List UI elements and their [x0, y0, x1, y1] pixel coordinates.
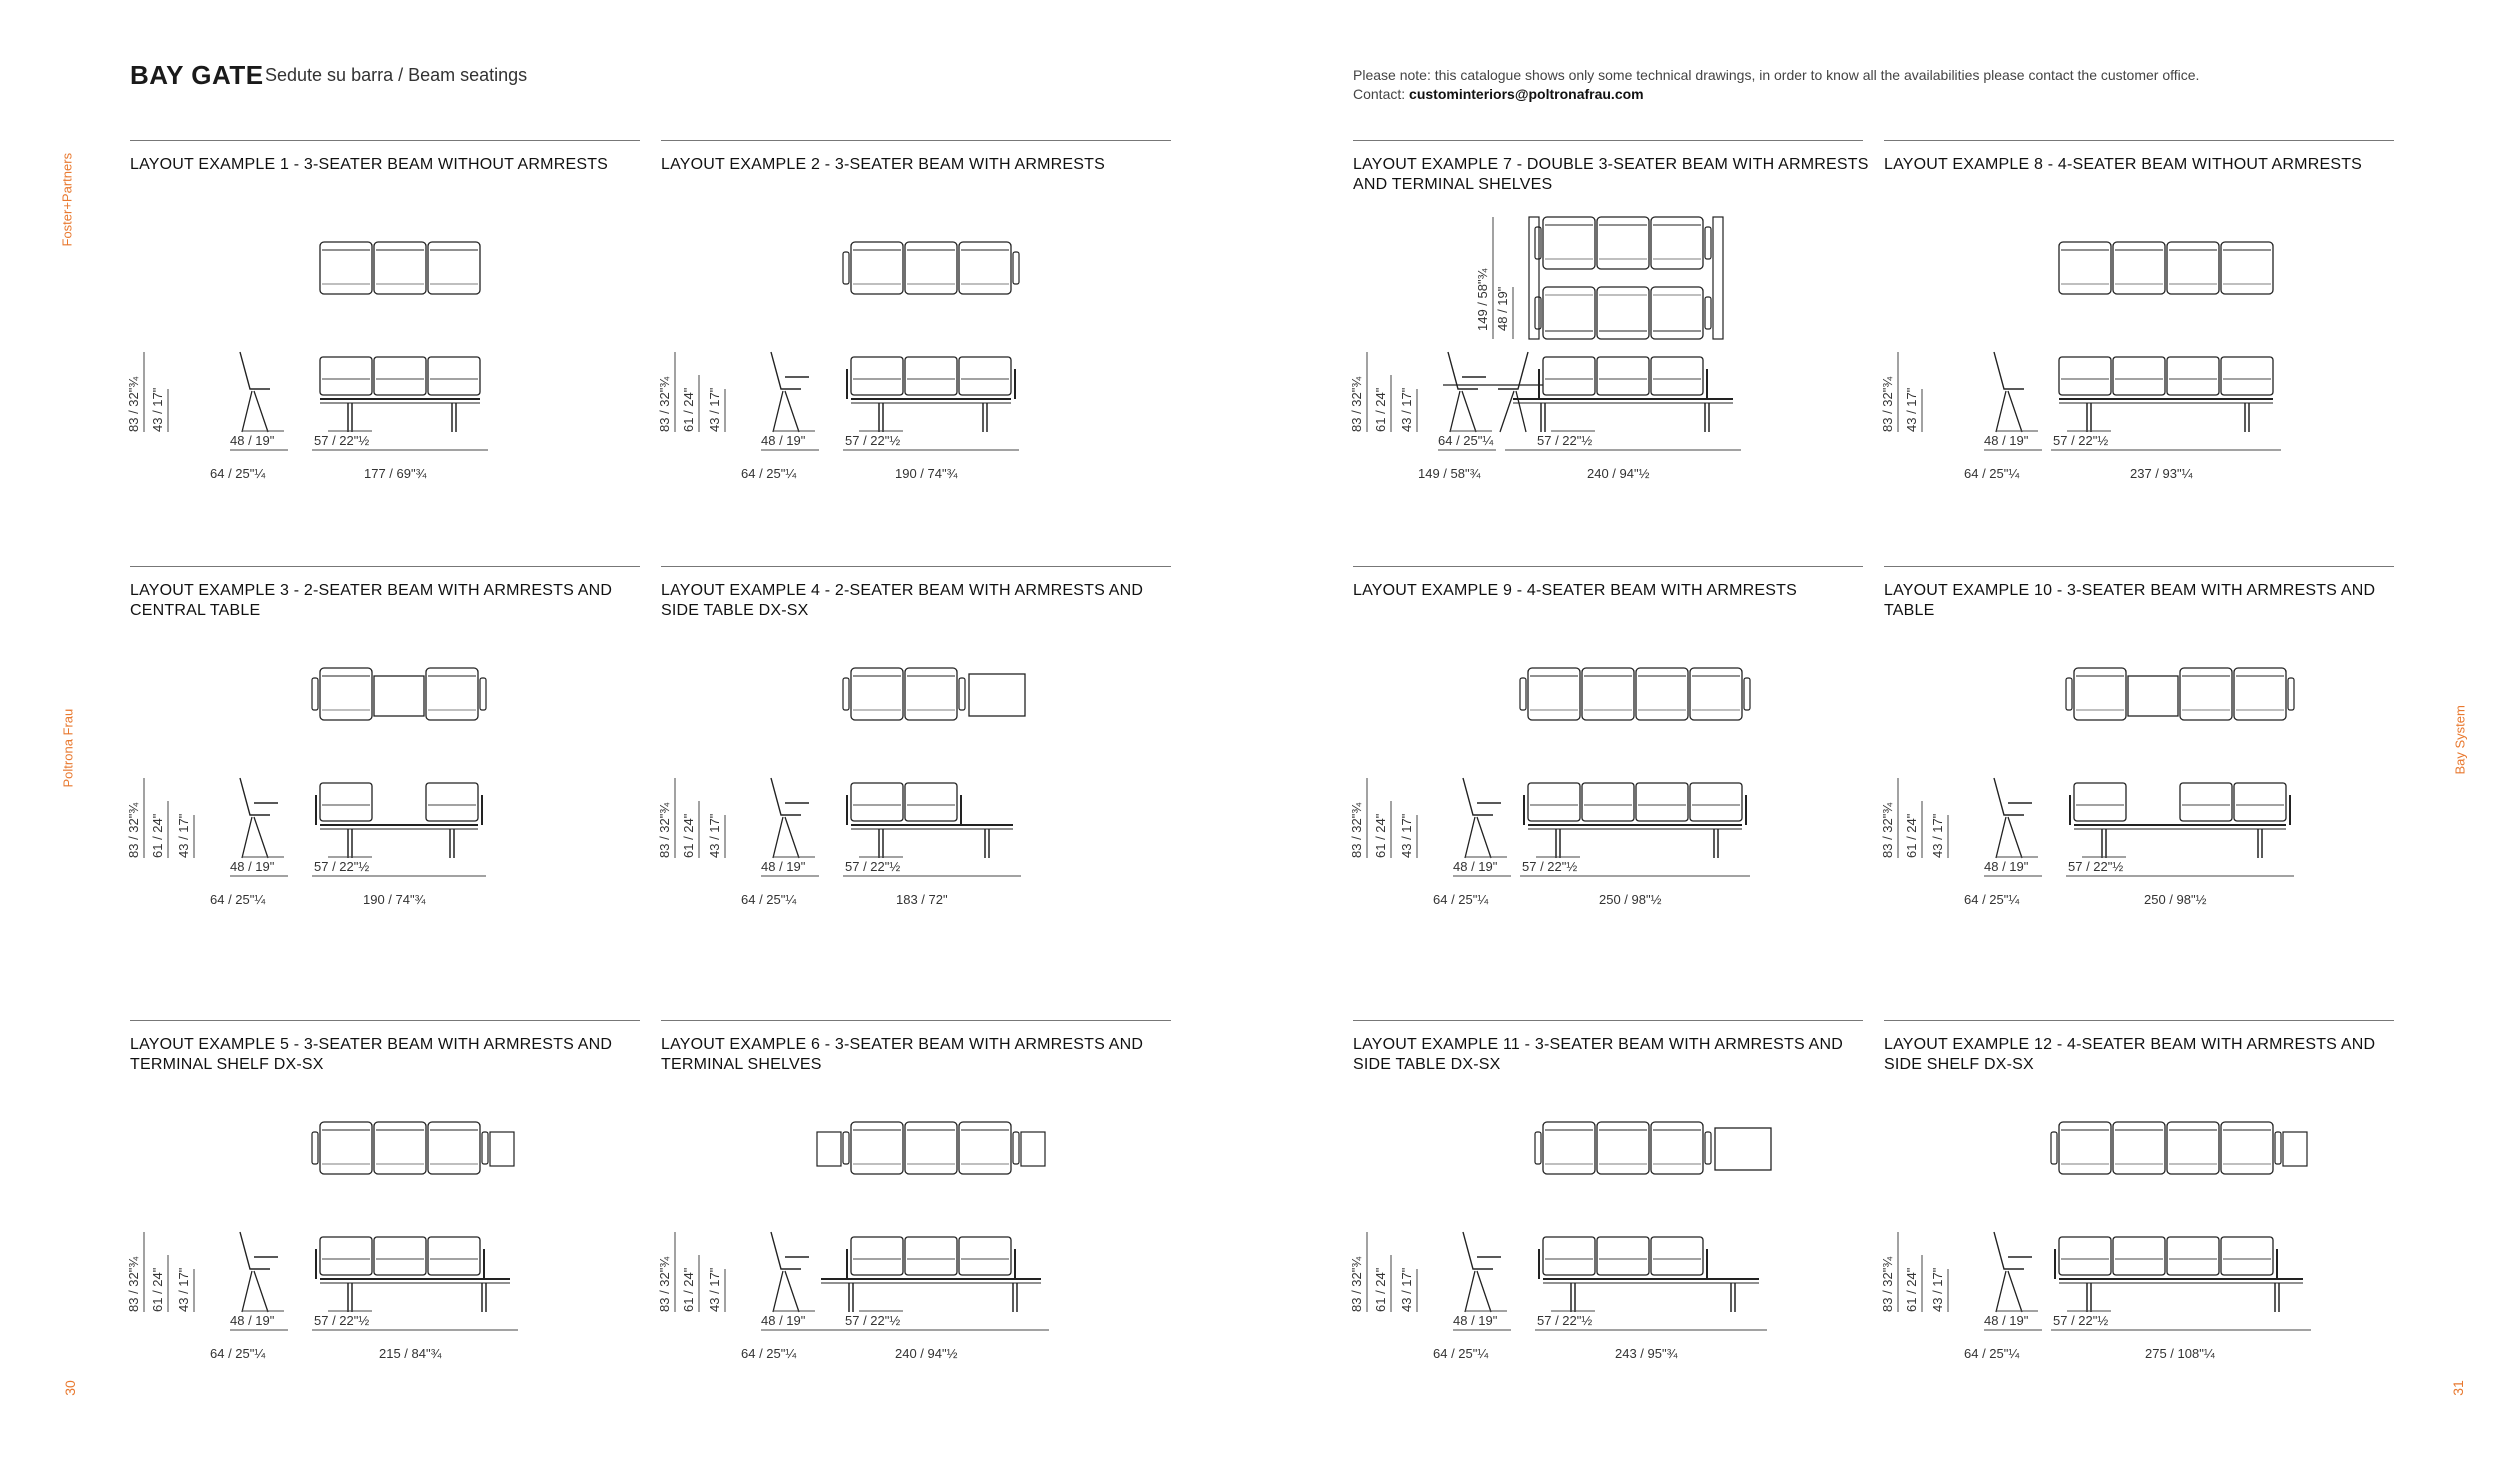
layout-example-title: LAYOUT EXAMPLE 8 - 4-SEATER BEAM WITHOUT ARMRESTS	[1884, 156, 2363, 173]
dimension-label-armrest-height: 61 / 24"	[150, 813, 165, 858]
dimension-label-seat-width: 57 / 22"½	[1537, 433, 1593, 448]
seat-back-front	[959, 357, 1011, 395]
armrest	[2288, 678, 2294, 710]
contact-line	[1353, 85, 2453, 104]
dimension-label-seat-depth: 48 / 19"	[230, 859, 275, 874]
armrest	[1013, 1132, 1019, 1164]
dimension-label-armrest-height: 61 / 24"	[1904, 1267, 1919, 1312]
dimension-label-seat-depth: 48 / 19"	[761, 859, 806, 874]
chair-side-view	[1463, 778, 1501, 858]
dimension-label-depth: 64 / 25"¼	[1964, 1346, 2020, 1361]
dimension-label-depth: 64 / 25"¼	[741, 892, 797, 907]
armrest	[843, 678, 849, 710]
armrest	[1705, 1132, 1711, 1164]
dimension-label-seat-width: 57 / 22"½	[1537, 1313, 1593, 1328]
table-top	[374, 676, 424, 716]
dimension-label-length: 240 / 94"½	[1587, 466, 1650, 481]
dimension-label-length: 190 / 74"¾	[363, 892, 426, 907]
dimension-label-seat-depth: 48 / 19"	[761, 433, 806, 448]
dimension-label-armrest-height: 61 / 24"	[1373, 387, 1388, 432]
dimension-label-armrest-height: 61 / 24"	[681, 1267, 696, 1312]
contact-label: Contact:	[1353, 86, 1406, 102]
armrest	[959, 678, 965, 710]
dimension-label-seat-width: 57 / 22"½	[2068, 859, 2124, 874]
layout-example-title: LAYOUT EXAMPLE 4 - 2-SEATER BEAM WITH ARMRESTS AND SIDE TABLE DX-SX	[661, 582, 1144, 619]
seat-back-front	[959, 1237, 1011, 1275]
dimension-label-armrest-height: 61 / 24"	[681, 813, 696, 858]
side-label-poltrona-frau: Poltrona Frau	[60, 708, 76, 788]
armrest	[480, 678, 486, 710]
page-number-right: 31	[2449, 1380, 2466, 1396]
seat-back-front	[1528, 783, 1580, 821]
terminal-shelf	[1713, 217, 1723, 339]
dimension-label-seat-height: 43 / 17"	[1930, 813, 1945, 858]
dimension-label-seat-height: 43 / 17"	[176, 813, 191, 858]
dimension-label-seat-depth: 48 / 19"	[230, 433, 275, 448]
section-divider	[130, 140, 640, 141]
chair-side-legs	[773, 391, 799, 432]
dimension-label-length: 177 / 69"¾	[364, 466, 427, 481]
dimension-label-height: 83 / 32"¾	[126, 802, 141, 858]
section-divider	[661, 1020, 1171, 1021]
chair-side-legs	[1500, 391, 1526, 432]
seat-back-front	[2074, 783, 2126, 821]
seat-back-front	[1543, 357, 1595, 395]
chair-side-seat	[240, 352, 270, 389]
dimension-label-depth: 64 / 25"¼	[1964, 466, 2020, 481]
page-number-left: 30	[61, 1380, 78, 1396]
brand-title: BAY GATE	[130, 60, 264, 90]
dimension-label-depth: 64 / 25"¼	[1964, 892, 2020, 907]
layout-example-title: LAYOUT EXAMPLE 2 - 3-SEATER BEAM WITH ARMRESTS	[661, 156, 1105, 173]
chair-side-seat	[240, 1232, 270, 1269]
layout-example-title: LAYOUT EXAMPLE 12 - 4-SEATER BEAM WITH ARMRESTS AND SIDE SHELF DX-SX	[1884, 1036, 2376, 1073]
dimension-label-armrest-height: 61 / 24"	[150, 1267, 165, 1312]
chair-side-seat	[1994, 778, 2024, 815]
seat-back-front	[2113, 1237, 2165, 1275]
dimension-label-length: 240 / 94"½	[895, 1346, 958, 1361]
dimension-label-length: 250 / 98"½	[1599, 892, 1662, 907]
seat-back-front	[2180, 783, 2232, 821]
dimension-label-seat-height: 43 / 17"	[1399, 1267, 1414, 1312]
armrest	[2066, 678, 2072, 710]
dimension-label-length: 190 / 74"¾	[895, 466, 958, 481]
chair-side-legs	[242, 1271, 268, 1312]
armrest	[482, 1132, 488, 1164]
armrest	[1520, 678, 1526, 710]
dimension-label-depth: 64 / 25"¼	[210, 466, 266, 481]
armrest	[1535, 297, 1541, 329]
contact-email[interactable]: custominteriors@poltronafrau.com	[1409, 86, 1644, 102]
seat-back-front	[851, 357, 903, 395]
dimension-label-height: 83 / 32"¾	[1880, 802, 1895, 858]
seat-back-front	[851, 783, 903, 821]
seat-back-front	[1582, 783, 1634, 821]
side-table	[969, 674, 1025, 716]
chair-side-view	[771, 352, 809, 432]
dimension-label-seat-width: 57 / 22"½	[314, 1313, 370, 1328]
dimension-label-armrest-height: 61 / 24"	[1373, 1267, 1388, 1312]
dimension-label-height: 83 / 32"¾	[1880, 1256, 1895, 1312]
dimension-label-seat-height: 43 / 17"	[707, 387, 722, 432]
layout-example-title: LAYOUT EXAMPLE 11 - 3-SEATER BEAM WITH ARMRESTS AND SIDE TABLE DX-SX	[1353, 1036, 1844, 1073]
side-table	[1715, 1128, 1771, 1170]
dimension-label: 48 / 19"	[1495, 286, 1510, 331]
seat-back-front	[2221, 357, 2273, 395]
dimension-label-height: 83 / 32"¾	[1880, 376, 1895, 432]
seat-back-front	[2167, 357, 2219, 395]
dimension-label-seat-height: 43 / 17"	[1399, 387, 1414, 432]
dimension-label-depth: 64 / 25"¼	[741, 1346, 797, 1361]
armrest	[843, 252, 849, 284]
chair-side-view	[1994, 1232, 2032, 1312]
seat-back-front	[905, 1237, 957, 1275]
dimension-label-length: 237 / 93"¼	[2130, 466, 2193, 481]
dimension-label-seat-depth: 64 / 25"¼	[1438, 433, 1494, 448]
chair-side-seat	[1994, 1232, 2024, 1269]
chair-side-legs	[773, 1271, 799, 1312]
chair-side-legs	[1465, 1271, 1491, 1312]
armrest	[1705, 227, 1711, 259]
layout-drawing	[1349, 1062, 1873, 1362]
chair-side-seat	[771, 778, 801, 815]
seat-back-front	[905, 783, 957, 821]
armrest	[312, 678, 318, 710]
armrest	[1744, 678, 1750, 710]
layout-example-title: LAYOUT EXAMPLE 10 - 3-SEATER BEAM WITH ARMRESTS AND TABLE	[1884, 582, 2376, 619]
layout-drawing	[126, 1062, 650, 1362]
dimension-label: 149 / 58"¾	[1475, 268, 1490, 331]
dimension-label-height: 83 / 32"¾	[126, 376, 141, 432]
armrest	[312, 1132, 318, 1164]
seat-back-front	[905, 357, 957, 395]
armrest	[2051, 1132, 2057, 1164]
seat-back-front	[1651, 1237, 1703, 1275]
chair-side-seat	[1463, 1232, 1493, 1269]
seat-back-front	[426, 783, 478, 821]
seat-back-front	[1690, 783, 1742, 821]
dimension-label-seat-height: 43 / 17"	[1930, 1267, 1945, 1312]
chair-side-seat	[771, 1232, 801, 1269]
chair-side-view	[240, 778, 278, 858]
seat-back-front	[374, 1237, 426, 1275]
chair-side-view	[240, 352, 270, 432]
seat-back-front	[2059, 357, 2111, 395]
terminal-shelf	[490, 1132, 514, 1166]
dimension-label-seat-depth: 48 / 19"	[1984, 859, 2029, 874]
chair-side-view	[1443, 352, 1543, 432]
layout-drawing	[657, 608, 1181, 908]
dimension-label-depth: 64 / 25"¼	[210, 1346, 266, 1361]
seat-back-front	[1651, 357, 1703, 395]
chair-side-legs	[242, 817, 268, 858]
section-divider	[130, 566, 640, 567]
dimension-label-length: 250 / 98"½	[2144, 892, 2207, 907]
layout-example-title: LAYOUT EXAMPLE 9 - 4-SEATER BEAM WITH ARMRESTS	[1353, 582, 1797, 599]
section-divider	[130, 1020, 640, 1021]
layout-drawing	[1349, 608, 1873, 908]
seat-back-front	[2059, 1237, 2111, 1275]
seat-back-front	[374, 357, 426, 395]
seat-back-front	[2221, 1237, 2273, 1275]
dimension-label-length: 215 / 84"¾	[379, 1346, 442, 1361]
terminal-shelf	[817, 1132, 841, 1166]
chair-side-seat	[771, 352, 801, 389]
chair-side-seat	[240, 778, 270, 815]
layout-example-title: LAYOUT EXAMPLE 1 - 3-SEATER BEAM WITHOUT ARMRESTS	[130, 156, 609, 173]
dimension-label-seat-height: 43 / 17"	[150, 387, 165, 432]
seat-back-front	[2167, 1237, 2219, 1275]
dimension-label-seat-width: 57 / 22"½	[845, 1313, 901, 1328]
layout-drawing	[1880, 182, 2404, 482]
chair-side-view	[240, 1232, 278, 1312]
layout-example-title: LAYOUT EXAMPLE 7 - DOUBLE 3-SEATER BEAM WITH ARMRESTS AND TERMINAL SHELVES	[1353, 156, 1869, 193]
seat-back-front	[320, 1237, 372, 1275]
chair-side-seat	[1448, 352, 1478, 389]
dimension-label-seat-height: 43 / 17"	[176, 1267, 191, 1312]
dimension-label-seat-width: 57 / 22"½	[314, 859, 370, 874]
catalogue-note	[1353, 66, 2453, 104]
section-divider	[1353, 566, 1863, 567]
section-divider	[661, 140, 1171, 141]
dimension-label-length: 183 / 72"	[896, 892, 948, 907]
layout-drawing	[657, 1062, 1181, 1362]
armrest	[1705, 297, 1711, 329]
dimension-label-seat-depth: 48 / 19"	[761, 1313, 806, 1328]
chair-side-view	[1994, 778, 2032, 858]
seat-back-front	[320, 357, 372, 395]
chair-side-legs	[1450, 391, 1476, 432]
section-divider	[1884, 1020, 2394, 1021]
dimension-label-seat-height: 43 / 17"	[707, 1267, 722, 1312]
dimension-label-seat-width: 57 / 22"½	[845, 433, 901, 448]
table-top	[2128, 676, 2178, 716]
section-divider	[1353, 1020, 1863, 1021]
terminal-shelf	[1021, 1132, 1045, 1166]
side-label-foster-partners: Foster+Partners	[59, 152, 75, 247]
dimension-label-seat-depth: 48 / 19"	[1984, 1313, 2029, 1328]
seat-back-front	[320, 783, 372, 821]
seat-back-front	[1597, 1237, 1649, 1275]
note-text: Please note: this catalogue shows only some technical drawings, in order to know all the availabilities please contact the customer office.	[1353, 67, 2200, 83]
chair-side-view	[1994, 352, 2024, 432]
dimension-label-seat-width: 57 / 22"½	[314, 433, 370, 448]
dimension-label-depth: 64 / 25"¼	[741, 466, 797, 481]
dimension-label-depth: 64 / 25"¼	[210, 892, 266, 907]
layout-drawing	[126, 182, 650, 482]
page-subtitle: Sedute su barra / Beam seatings	[265, 65, 528, 85]
layout-drawing	[1349, 182, 1873, 482]
dimension-label-depth: 64 / 25"¼	[1433, 892, 1489, 907]
layout-drawing	[1880, 1062, 2404, 1362]
seat-back-front	[428, 1237, 480, 1275]
chair-side-legs	[1996, 817, 2022, 858]
armrest	[1535, 1132, 1541, 1164]
chair-side-view	[771, 1232, 809, 1312]
terminal-shelf	[1529, 217, 1539, 339]
side-label-bay-system: Bay System	[2452, 705, 2468, 775]
dimension-label-seat-width: 57 / 22"½	[1522, 859, 1578, 874]
dimension-label-height: 83 / 32"¾	[657, 802, 672, 858]
layout-example-title: LAYOUT EXAMPLE 5 - 3-SEATER BEAM WITH ARMRESTS AND TERMINAL SHELF DX-SX	[130, 1036, 613, 1073]
dimension-label-seat-depth: 48 / 19"	[1453, 859, 1498, 874]
section-divider	[1884, 566, 2394, 567]
dimension-label-length: 275 / 108"¼	[2145, 1346, 2215, 1361]
layout-example-title: LAYOUT EXAMPLE 6 - 3-SEATER BEAM WITH ARMRESTS AND TERMINAL SHELVES	[661, 1036, 1144, 1073]
dimension-label-height: 83 / 32"¾	[1349, 1256, 1364, 1312]
section-divider	[661, 566, 1171, 567]
dimension-label-armrest-height: 61 / 24"	[1904, 813, 1919, 858]
section-divider	[1884, 140, 2394, 141]
dimension-label-armrest-height: 61 / 24"	[681, 387, 696, 432]
chair-side-legs	[242, 391, 268, 432]
dimension-label-height: 83 / 32"¾	[657, 1256, 672, 1312]
chair-side-legs	[773, 817, 799, 858]
dimension-label-seat-height: 43 / 17"	[1399, 813, 1414, 858]
dimension-label-seat-depth: 48 / 19"	[1984, 433, 2029, 448]
armrest	[843, 1132, 849, 1164]
armrest	[1013, 252, 1019, 284]
layout-drawing	[657, 182, 1181, 482]
layout-example-title: LAYOUT EXAMPLE 3 - 2-SEATER BEAM WITH ARMRESTS AND CENTRAL TABLE	[130, 582, 613, 619]
chair-side-view	[1463, 1232, 1501, 1312]
dimension-label-seat-height: 43 / 17"	[707, 813, 722, 858]
dimension-label-armrest-height: 61 / 24"	[1373, 813, 1388, 858]
seat-back-front	[1636, 783, 1688, 821]
chair-side-seat	[1498, 352, 1528, 389]
dimension-label-height: 83 / 32"¾	[126, 1256, 141, 1312]
armrest	[1535, 227, 1541, 259]
seat-back-front	[2234, 783, 2286, 821]
chair-side-legs	[1996, 391, 2022, 432]
dimension-label-height: 83 / 32"¾	[1349, 376, 1364, 432]
dimension-label-seat-height: 43 / 17"	[1904, 387, 1919, 432]
seat-back-front	[2113, 357, 2165, 395]
dimension-label-length: 243 / 95"¾	[1615, 1346, 1678, 1361]
chair-side-view	[771, 778, 809, 858]
chair-side-seat	[1463, 778, 1493, 815]
section-divider	[1353, 140, 1863, 141]
dimension-label-depth: 149 / 58"¾	[1418, 466, 1481, 481]
seat-back-front	[1543, 1237, 1595, 1275]
layout-drawing	[126, 608, 650, 908]
dimension-label-seat-depth: 48 / 19"	[230, 1313, 275, 1328]
dimension-label-height: 83 / 32"¾	[657, 376, 672, 432]
armrest	[2275, 1132, 2281, 1164]
dimension-label-seat-width: 57 / 22"½	[2053, 433, 2109, 448]
dimension-label-seat-width: 57 / 22"½	[845, 859, 901, 874]
dimension-label-seat-depth: 48 / 19"	[1453, 1313, 1498, 1328]
seat-back-front	[851, 1237, 903, 1275]
seat-back-front	[428, 357, 480, 395]
chair-side-legs	[1996, 1271, 2022, 1312]
seat-back-front	[1597, 357, 1649, 395]
dimension-label-seat-width: 57 / 22"½	[2053, 1313, 2109, 1328]
dimension-label-depth: 64 / 25"¼	[1433, 1346, 1489, 1361]
dimension-label-height: 83 / 32"¾	[1349, 802, 1364, 858]
chair-side-legs	[1465, 817, 1491, 858]
terminal-shelf	[2283, 1132, 2307, 1166]
chair-side-seat	[1994, 352, 2024, 389]
layout-drawing	[1880, 608, 2404, 908]
